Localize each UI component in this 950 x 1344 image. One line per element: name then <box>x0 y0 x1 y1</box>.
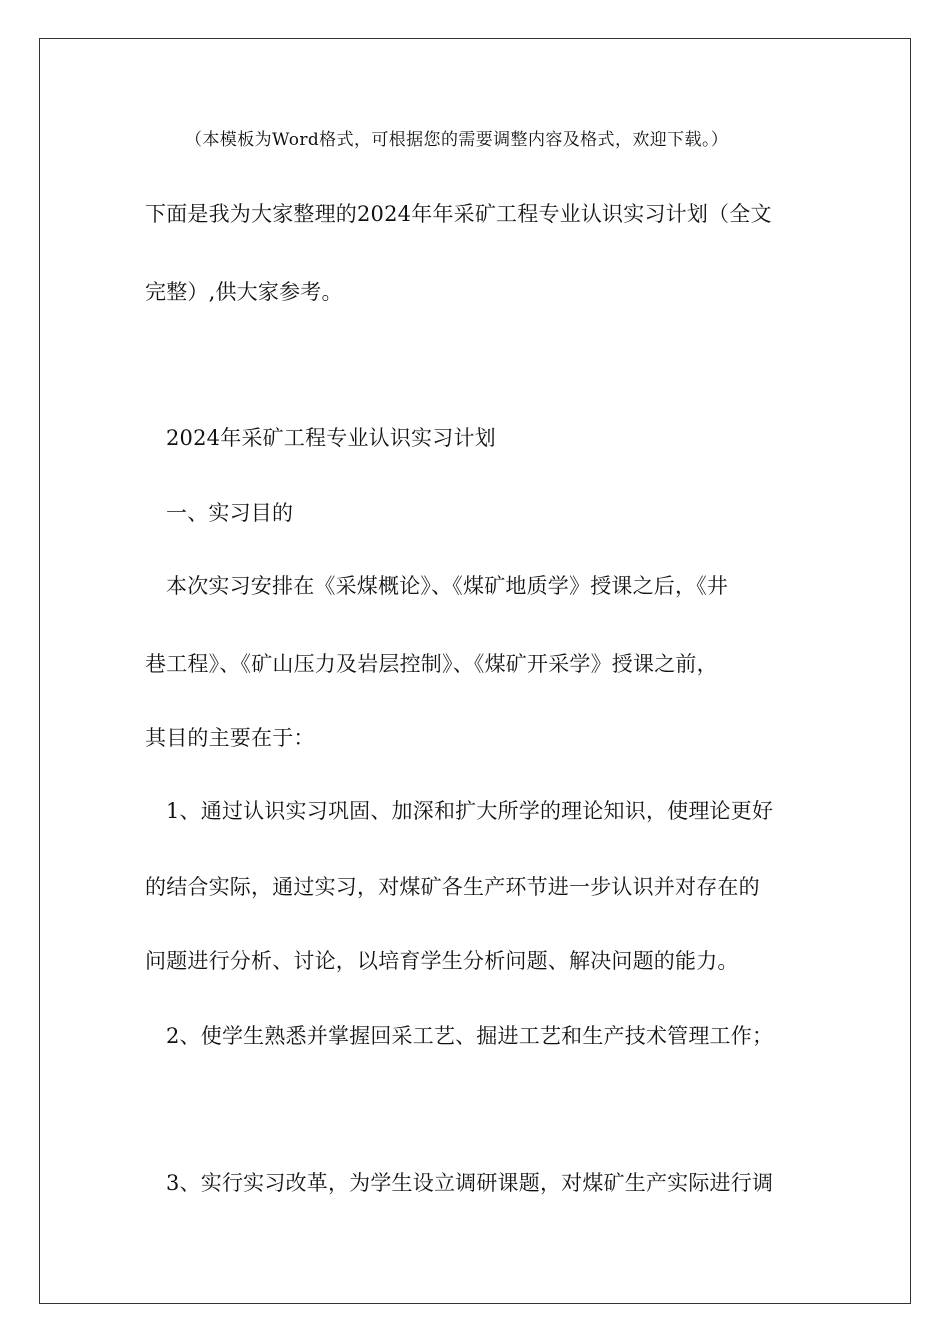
item-3-line-1: 3、实行实习改革，为学生设立调研课题，对煤矿生产实际进行调 <box>166 1171 774 1195</box>
template-note: （本模板为Word格式，可根据您的需要调整内容及格式，欢迎下载。） <box>185 130 729 150</box>
item-2: 2、使学生熟悉并掌握回采工艺、掘进工艺和生产技术管理工作； <box>166 1024 774 1048</box>
purpose-line-1: 本次实习安排在《采煤概论》、《煤矿地质学》授课之后，《井 <box>166 574 729 598</box>
item-1-line-2: 的结合实际，通过实习，对煤矿各生产环节进一步认识并对存在的 <box>145 875 760 899</box>
purpose-line-3: 其目的主要在于： <box>145 726 315 750</box>
item-1-line-1: 1、通过认识实习巩固、加深和扩大所学的理论知识，使理论更好 <box>166 799 774 823</box>
section-heading: 一、实习目的 <box>166 501 294 525</box>
document-title: 2024年采矿工程专业认识实习计划 <box>166 426 496 450</box>
purpose-line-2: 巷工程》、《矿山压力及岩层控制》、《煤矿开采学》授课之前， <box>145 652 718 676</box>
intro-line-1: 下面是我为大家整理的2024年年采矿工程专业认识实习计划（全文 <box>145 202 772 226</box>
intro-line-2: 完整）,供大家参考。 <box>145 280 343 304</box>
item-1-line-3: 问题进行分析、讨论，以培育学生分析问题、解决问题的能力。 <box>145 949 739 973</box>
